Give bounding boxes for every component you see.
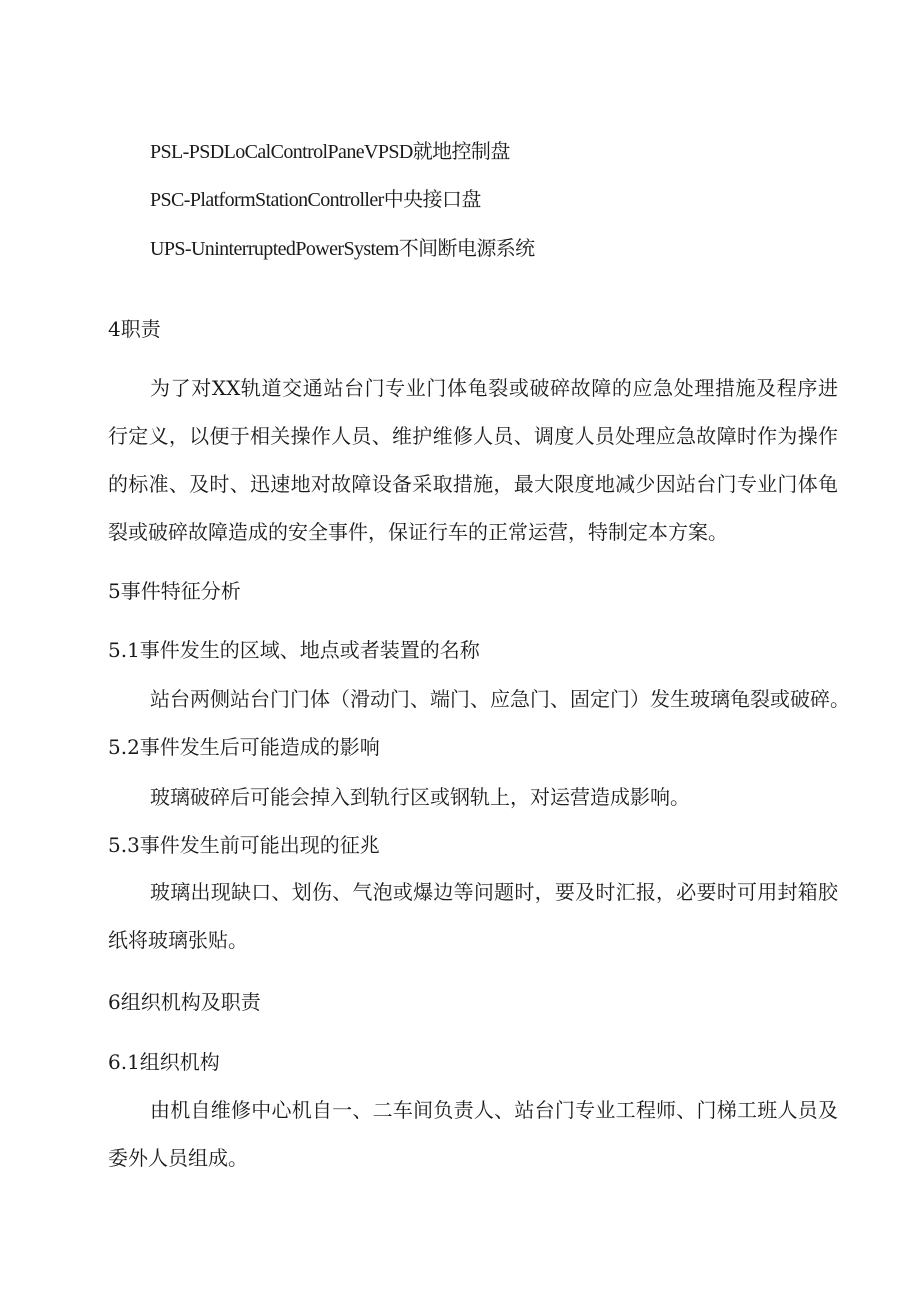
section-6-1-heading: 6.1组织机构 (108, 1050, 220, 1074)
section-4-heading: 4职责 (108, 317, 161, 341)
section-5-3-heading: 5.3事件发生前可能出现的征兆 (108, 833, 380, 857)
abbreviation-psc: PSC-PlatformStationController中央接口盘 (150, 189, 481, 211)
section-5-1-body: 站台两侧站台门门体（滑动门、端门、应急门、固定门）发生玻璃龟裂或破碎。 (150, 687, 850, 711)
abbreviation-psl: PSL-PSDLoCalControlPaneVPSD就地控制盘 (150, 141, 510, 163)
abbreviation-ups: UPS-UninterruptedPowerSystem不间断电源系统 (150, 238, 535, 260)
section-6-1-body: 由机自维修中心机自一、二车间负责人、站台门专业工程师、门梯工班人员及委外人员组成。 (108, 1098, 838, 1170)
section-6-heading: 6组织机构及职责 (108, 990, 261, 1014)
section-5-2-heading: 5.2事件发生后可能造成的影响 (108, 735, 380, 759)
section-5-heading: 5事件特征分析 (108, 579, 241, 603)
section-5-2-body: 玻璃破碎后可能会掉入到轨行区或钢轨上，对运营造成影响。 (150, 785, 690, 809)
section-4-body: 为了对XX轨道交通站台门专业门体龟裂或破碎故障的应急处理措施及程序进行定义，以便于相关操作人员、维护维修人员、调度人员处理应急故障时作为操作的标准、及时、迅速地对故障设备采取措施，最大限度地减少因站台门专业门体龟裂或破碎故障造成的安全事件，保证行车的正常运营，特制定本方案。 (108, 376, 838, 544)
section-5-1-heading: 5.1事件发生的区域、地点或者装置的名称 (108, 638, 480, 662)
section-5-3-body: 玻璃出现缺口、划伤、气泡或爆边等问题时，要及时汇报，必要时可用封箱胶纸将玻璃张贴。 (108, 880, 838, 952)
